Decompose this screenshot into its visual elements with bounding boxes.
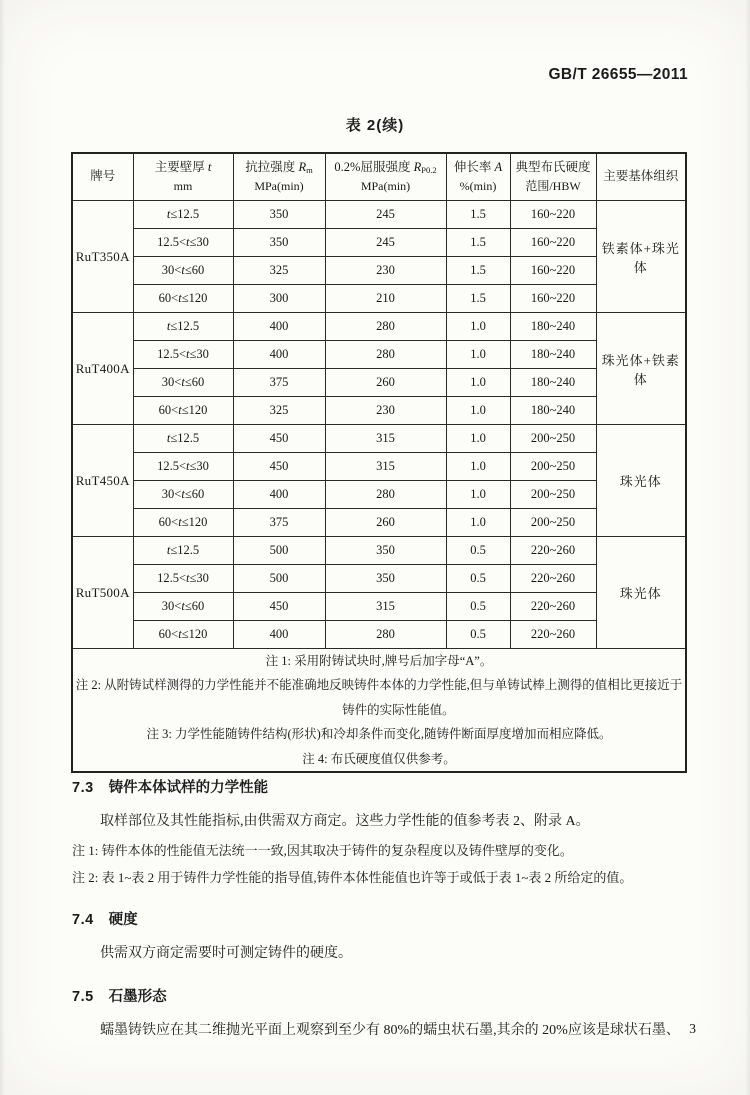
document-sections [72, 756, 689, 1042]
tensile-strength-cell: 400 [233, 341, 325, 369]
mechanical-properties-table [71, 152, 687, 773]
elongation-cell: 0.5 [446, 593, 510, 621]
table-row [72, 341, 686, 369]
thickness-cell: 60<t≤120 [133, 509, 233, 537]
table-note: 注 3: 力学性能随铸件结构(形状)和冷却条件而变化,随铸件断面厚度增加而相应降低。 [146, 727, 612, 742]
math-variable: t [181, 487, 185, 501]
thickness-cell: 60<t≤120 [133, 285, 233, 313]
section-heading [72, 910, 689, 930]
hardness-cell: 160~220 [510, 285, 596, 313]
elongation-cell: 1.0 [446, 313, 510, 341]
col-header-label: 抗拉强度 $R_m$ [245, 160, 313, 176]
section-title: 铸件本体试样的力学性能 [108, 780, 269, 796]
col-header-tensile-strength [233, 153, 325, 201]
section-note: 注 1: 铸件本体的性能值无法统一一致,因其取决于铸件的复杂程度以及铸件壁厚的变化。 [72, 842, 573, 858]
yield-strength-cell: 260 [325, 369, 446, 397]
yield-strength-cell: 350 [325, 537, 446, 565]
table-row [72, 453, 686, 481]
section-paragraph: 供需双方商定需要时可测定铸件的硬度。 [100, 946, 352, 962]
section-note: 注 2: 表 1~表 2 用于铸件力学性能的指导值,铸件本体性能值也许等于或低于表 1~表 2 所给定的值。 [72, 870, 633, 886]
section-7.5 [72, 987, 689, 1042]
yield-strength-cell: 280 [325, 313, 446, 341]
yield-strength-cell: 210 [325, 285, 446, 313]
table-row [72, 509, 686, 537]
math-variable: t [186, 459, 190, 473]
tensile-strength-cell: 450 [233, 593, 325, 621]
elongation-cell: 1.0 [446, 481, 510, 509]
section-title: 硬度 [108, 911, 138, 928]
section-7.3 [72, 778, 689, 888]
col-header-label: 主要壁厚 t [154, 160, 212, 175]
yield-strength-cell: 315 [325, 453, 446, 481]
yield-strength-cell: 245 [325, 201, 446, 229]
elongation-cell: 0.5 [446, 565, 510, 593]
table-title: 表 2(续) [345, 117, 405, 134]
tensile-strength-cell: 400 [233, 481, 325, 509]
math-subscript: P0.2 [421, 165, 437, 176]
col-header-unit: MPa(min) [254, 179, 304, 194]
elongation-cell: 1.5 [446, 229, 510, 257]
yield-strength-cell: 280 [325, 481, 446, 509]
math-variable: t [166, 543, 171, 557]
math-variable: t [178, 291, 182, 305]
hardness-cell: 180~240 [510, 369, 596, 397]
tensile-strength-cell: 450 [233, 453, 325, 481]
grade-cell: RuT350A [72, 201, 133, 313]
math-variable: t [207, 160, 212, 175]
section-heading [72, 987, 689, 1007]
math-variable: t [166, 207, 171, 221]
tensile-strength-cell: 500 [233, 565, 325, 593]
thickness-cell: 12.5<t≤30 [133, 229, 233, 257]
tensile-strength-cell: 500 [233, 537, 325, 565]
table-row [72, 229, 686, 257]
grade-cell: RuT450A [72, 425, 133, 537]
elongation-cell: 1.0 [446, 453, 510, 481]
col-header-hardness [510, 153, 596, 201]
math-variable: t [178, 403, 182, 417]
table-row [72, 313, 686, 341]
yield-strength-cell: 230 [325, 397, 446, 425]
section-number: 7.5 [72, 988, 94, 1005]
thickness-cell: 30<t≤60 [133, 369, 233, 397]
page-number: 3 [689, 1021, 696, 1036]
hardness-cell: 160~220 [510, 229, 596, 257]
elongation-cell: 1.0 [446, 397, 510, 425]
yield-strength-cell: 280 [325, 341, 446, 369]
hardness-cell: 160~220 [510, 257, 596, 285]
math-variable: t [178, 515, 182, 529]
table-row [72, 593, 686, 621]
yield-strength-cell: 245 [325, 229, 446, 257]
hardness-cell: 200~250 [510, 425, 596, 453]
tensile-strength-cell: 350 [233, 201, 325, 229]
table-row [72, 369, 686, 397]
thickness-cell: t≤12.5 [133, 313, 233, 341]
math-variable: t [178, 627, 182, 641]
math-variable: t [186, 347, 190, 361]
table-header-row [72, 153, 686, 201]
math-variable: t [186, 571, 190, 585]
matrix-cell: 珠光体 [596, 425, 686, 537]
yield-strength-cell: 260 [325, 509, 446, 537]
col-header-label: 牌号 [90, 169, 116, 184]
hardness-cell: 200~250 [510, 481, 596, 509]
math-variable: t [166, 319, 171, 333]
yield-strength-cell: 280 [325, 621, 446, 649]
col-header-yield-strength [325, 153, 446, 201]
math-subscript: m [306, 165, 313, 176]
section-heading [72, 778, 689, 798]
yield-strength-cell: 230 [325, 257, 446, 285]
elongation-cell: 1.0 [446, 425, 510, 453]
section-number: 7.4 [72, 911, 94, 928]
hardness-cell: 220~260 [510, 593, 596, 621]
elongation-cell: 1.5 [446, 257, 510, 285]
hardness-cell: 180~240 [510, 397, 596, 425]
elongation-cell: 0.5 [446, 537, 510, 565]
math-variable: t [166, 431, 171, 445]
table-row [72, 201, 686, 229]
table-note: 注 1: 采用附铸试块时,牌号后加字母“A”。 [265, 654, 493, 668]
grade-cell: RuT500A [72, 537, 133, 649]
table-row [72, 397, 686, 425]
math-variable: t [186, 235, 190, 249]
hardness-cell: 200~250 [510, 509, 596, 537]
table-row [72, 481, 686, 509]
math-variable: R [298, 160, 307, 175]
elongation-cell: 0.5 [446, 621, 510, 649]
thickness-cell: t≤12.5 [133, 201, 233, 229]
col-header-grade [72, 153, 133, 201]
tensile-strength-cell: 325 [233, 397, 325, 425]
table-row [72, 537, 686, 565]
col-header-label: 0.2%屈服强度 $R_{P0.2}$ [334, 160, 437, 176]
tensile-strength-cell: 350 [233, 229, 325, 257]
math-variable: t [181, 263, 185, 277]
tensile-strength-cell: 375 [233, 369, 325, 397]
thickness-cell: t≤12.5 [133, 425, 233, 453]
elongation-cell: 1.0 [446, 341, 510, 369]
hardness-cell: 200~250 [510, 453, 596, 481]
table-header [72, 153, 686, 201]
math-variable: t [181, 599, 185, 613]
thickness-cell: 12.5<t≤30 [133, 341, 233, 369]
hardness-cell: 220~260 [510, 565, 596, 593]
hardness-cell: 180~240 [510, 313, 596, 341]
thickness-cell: 30<t≤60 [133, 257, 233, 285]
elongation-cell: 1.5 [446, 285, 510, 313]
thickness-cell: 60<t≤120 [133, 621, 233, 649]
col-header-label: 伸长率 A [453, 160, 503, 175]
col-header-unit: MPa(min) [360, 179, 411, 194]
hardness-cell: 180~240 [510, 341, 596, 369]
matrix-cell: 珠光体 [596, 537, 686, 649]
yield-strength-cell: 350 [325, 565, 446, 593]
tensile-strength-cell: 375 [233, 509, 325, 537]
tensile-strength-cell: 300 [233, 285, 325, 313]
col-header-label: 主要基体组织 [603, 169, 679, 184]
table-row [72, 425, 686, 453]
thickness-cell: 12.5<t≤30 [133, 565, 233, 593]
thickness-cell: 30<t≤60 [133, 481, 233, 509]
col-header-thickness [133, 153, 233, 201]
table-row [72, 565, 686, 593]
hardness-cell: 220~260 [510, 537, 596, 565]
hardness-cell: 220~260 [510, 621, 596, 649]
section-title: 石墨形态 [108, 988, 167, 1005]
section-7.4 [72, 910, 689, 965]
hardness-cell: 160~220 [510, 201, 596, 229]
standard-code: GB/T 26655—2011 [548, 66, 688, 83]
table-note: 注 4: 布氏硬度值仅供参考。 [302, 751, 456, 766]
elongation-cell: 1.0 [446, 509, 510, 537]
table-notes-row [72, 649, 686, 772]
tensile-strength-cell: 400 [233, 313, 325, 341]
grade-cell: RuT400A [72, 313, 133, 425]
section-number: 7.3 [72, 780, 94, 796]
math-variable: A [494, 160, 503, 175]
col-header-matrix [596, 153, 686, 201]
thickness-cell: 12.5<t≤30 [133, 453, 233, 481]
table-notes-cell [72, 649, 686, 772]
math-variable: R [413, 160, 422, 175]
col-header-unit: %(min) [459, 179, 497, 194]
col-header-elongation [446, 153, 510, 201]
table-row [72, 621, 686, 649]
elongation-cell: 1.0 [446, 369, 510, 397]
thickness-cell: t≤12.5 [133, 537, 233, 565]
math-variable: t [181, 375, 185, 389]
thickness-cell: 60<t≤120 [133, 397, 233, 425]
table-note: 注 2: 从附铸试样测得的力学性能并不能准确地反映铸件本体的力学性能,但与单铸试棒上测得的值相比更接近于铸件的实际性能值。 [75, 678, 683, 717]
section-paragraph: 取样部位及其性能指标,由供需双方商定。这些力学性能的值参考表 2、附录 A。 [100, 814, 590, 830]
matrix-cell: 珠光体+铁素体 [596, 313, 686, 425]
tensile-strength-cell: 450 [233, 425, 325, 453]
thickness-cell: 30<t≤60 [133, 593, 233, 621]
col-header-label: 典型布氏硬度 [515, 160, 591, 175]
table-row [72, 257, 686, 285]
elongation-cell: 1.5 [446, 201, 510, 229]
table-row [72, 285, 686, 313]
table-body [72, 201, 686, 772]
tensile-strength-cell: 400 [233, 621, 325, 649]
matrix-cell: 铁素体+珠光体 [596, 201, 686, 313]
yield-strength-cell: 315 [325, 425, 446, 453]
col-header-unit: mm [173, 179, 193, 194]
section-paragraph: 蠕墨铸铁应在其二维抛光平面上观察到至少有 80%的蠕虫状石墨,其余的 20%应该是球状石墨、 [100, 1023, 680, 1039]
col-header-unit: 范围/HBW [525, 179, 581, 194]
yield-strength-cell: 315 [325, 593, 446, 621]
tensile-strength-cell: 325 [233, 257, 325, 285]
